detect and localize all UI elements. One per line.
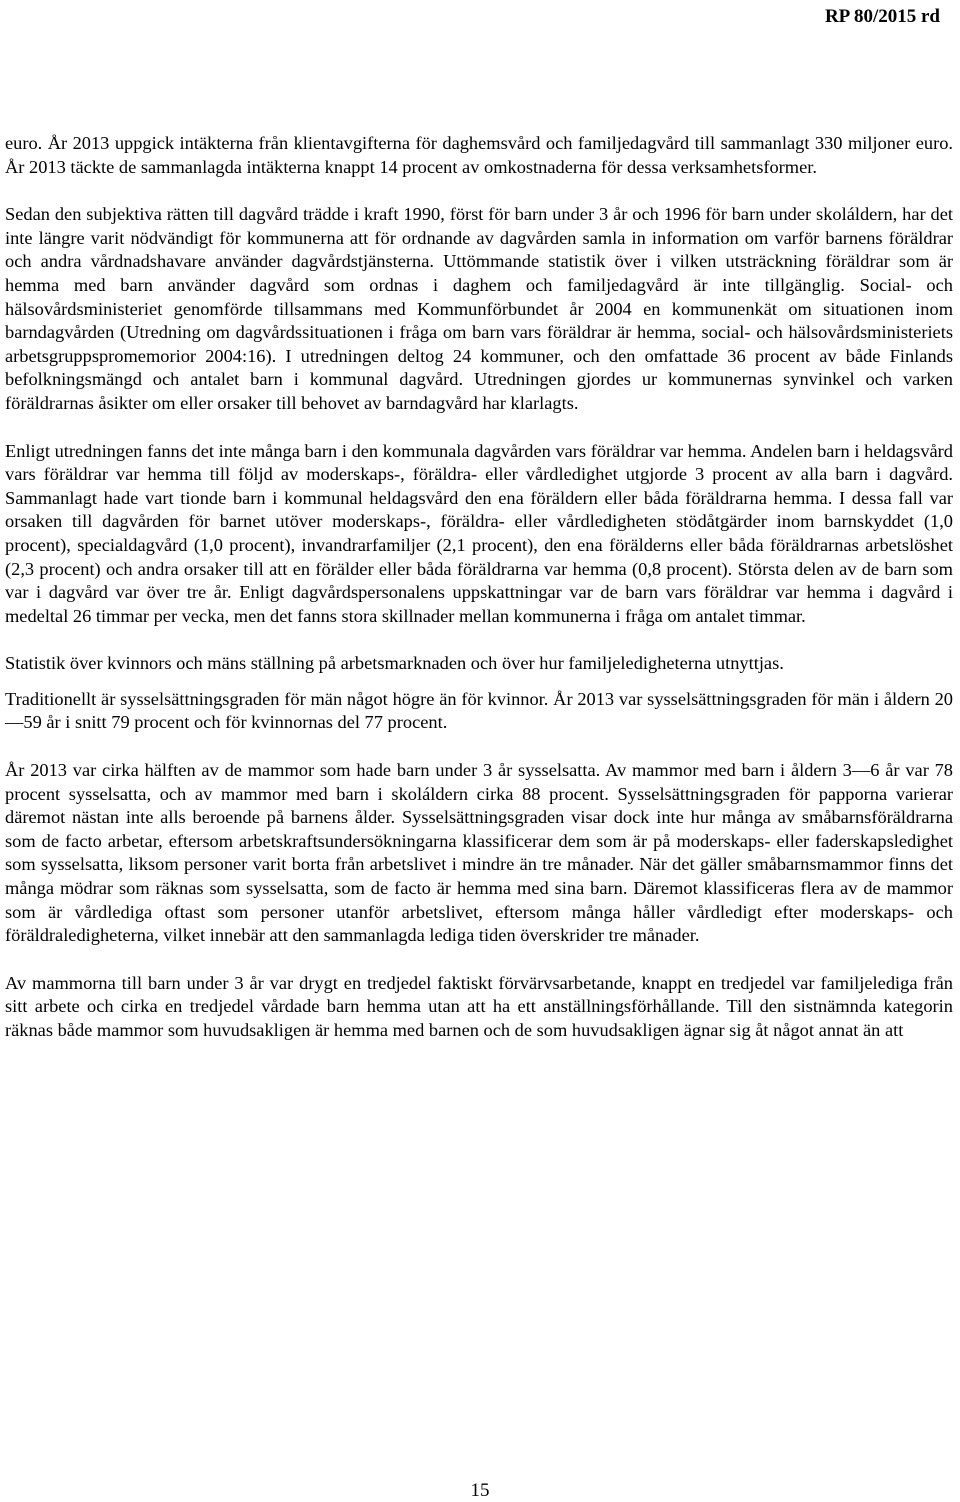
page-number: 15 (470, 1480, 490, 1501)
section-heading-statistics: Statistik över kvinnors och mäns ställning på arbetsmarknaden och över hur familjeledigheterna utnyttjas. (5, 653, 784, 674)
paragraph-1: euro. År 2013 uppgick intäkterna från klientavgifterna för daghemsvård och familjedagvård till sammanlagt 330 miljoner euro. År 2013 täckte de sammanlagda intäkterna knappt 14 procent av omkostnaderna för dessa verksamhetsformer. (5, 133, 953, 177)
paragraph-3: Enligt utredningen fanns det inte många barn i den kommunala dagvården vars föräldrar var hemma. Andelen barn i heldagsvård vars föräldrar var hemma till följd av moderskaps-, föräldra- eller vårdledighet utgjorde 3 procent av alla barn i dagvård. Sammanlagt hade vart tionde barn i kommunal heldagsvård den ena föräldern eller båda föräldrarna hemma. I dessa fall var orsaken till dagvården för barnet utöver moderskaps-, föräldra- eller vårdledigheten stödåtgärder inom barnskyddet (1,0 procent), specialdagvård (1,0 procent), invandrarfamiljer (2,1 procent), den ena förälderns eller båda föräldrarnas arbetslöshet (2,3 procent) och andra orsaker till att en förälder eller båda föräldrarna var hemma (0,8 procent). Största delen av de barn som var i dagvård var över tre år. Enligt dagvårdspersonalens uppskattningar var de barn vars föräldrar var hemma i dagvård i medeltal 26 timmar per vecka, men det fanns stora skillnader mellan kommunerna i fråga om antalet timmar. (5, 440, 953, 626)
document-body (5, 132, 953, 1067)
paragraph-2: Sedan den subjektiva rätten till dagvård trädde i kraft 1990, först för barn under 3 år och 1996 för barn under skoláldern, har det inte längre varit nödvändigt för kommunerna att för ordnande av dagvården samla in information om varför barnens föräldrar och andra vårdnadshavare använder dagvårdstjänsterna. Uttömmande statistik över i vilken utsträckning föräldrar som är hemma med barn använder dagvård som ordnas i daghem och familjedagvård är inte tillgänglig. Social- och hälsovårdsministeriet genomförde tillsammans med Kommunförbundet år 2004 en kommunenkät om situationen inom barndagvården (Utredning om dagvårdssituationen i fråga om barn vars föräldrar är hemma, social- och hälsovårdsministeriets arbetsgruppspromemorior 2004:16). I utredningen deltog 24 kommuner, och den omfattade 36 procent av både Finlands befolkningsmängd och antalet barn i kommunal dagvård. Utredningen gjordes ur kommunernas synvinkel och varken föräldrarnas åsikter om eller orsaker till behovet av barndagvård har klarlagts. (5, 204, 953, 413)
paragraph-5: Traditionellt är sysselsättningsgraden för män något högre än för kvinnor. År 2013 var sysselsättningsgraden för män i åldern 20—59 år i snitt 79 procent och för kvinnornas del 77 procent. (5, 688, 953, 733)
paragraph-7: Av mammorna till barn under 3 år var drygt en tredjedel faktiskt förvärvsarbetande, knappt en tredjedel var familjelediga från sitt arbete och cirka en tredjedel vårdade barn hemma utan att ha ett anställningsförhållande. Till den sistnämnda kategorin räknas både mammor som huvudsakligen är hemma med barnen och de som huvudsakligen ägnar sig åt något annat än att (5, 972, 953, 1040)
running-header: RP 80/2015 rd (824, 6, 940, 27)
paragraph-6: År 2013 var cirka hälften av de mammor som hade barn under 3 år sysselsatta. Av mammor med barn i åldern 3—6 år var 78 procent sysselsatta, och av mammor med barn i skoláldern cirka 88 procent. Sysselsättningsgraden för papporna varierar däremot nästan inte alls beroende på barnens ålder. Sysselsättningsgraden visar dock inte hur många av småbarnsföräldrarna som de facto arbetar, eftersom arbetskraftsundersökningarna klassificerar dem som är på moderskaps- eller faderskapsledighet som sysselsatta, liksom personer varit borta från arbetslivet i mindre än tre månader. När det gäller småbarnsmammor finns det många mödrar som räknas som sysselsatta, som de facto är hemma med sina barn. Däremot klassificeras flera av de mammor som är vårdlediga oftast som personer utanför arbetslivet, eftersom många håller vårdledigt efter moderskaps- och föräldraledigheterna, vilket innebär att den sammanlagda lediga tiden överskrider tre månader. (5, 760, 953, 946)
